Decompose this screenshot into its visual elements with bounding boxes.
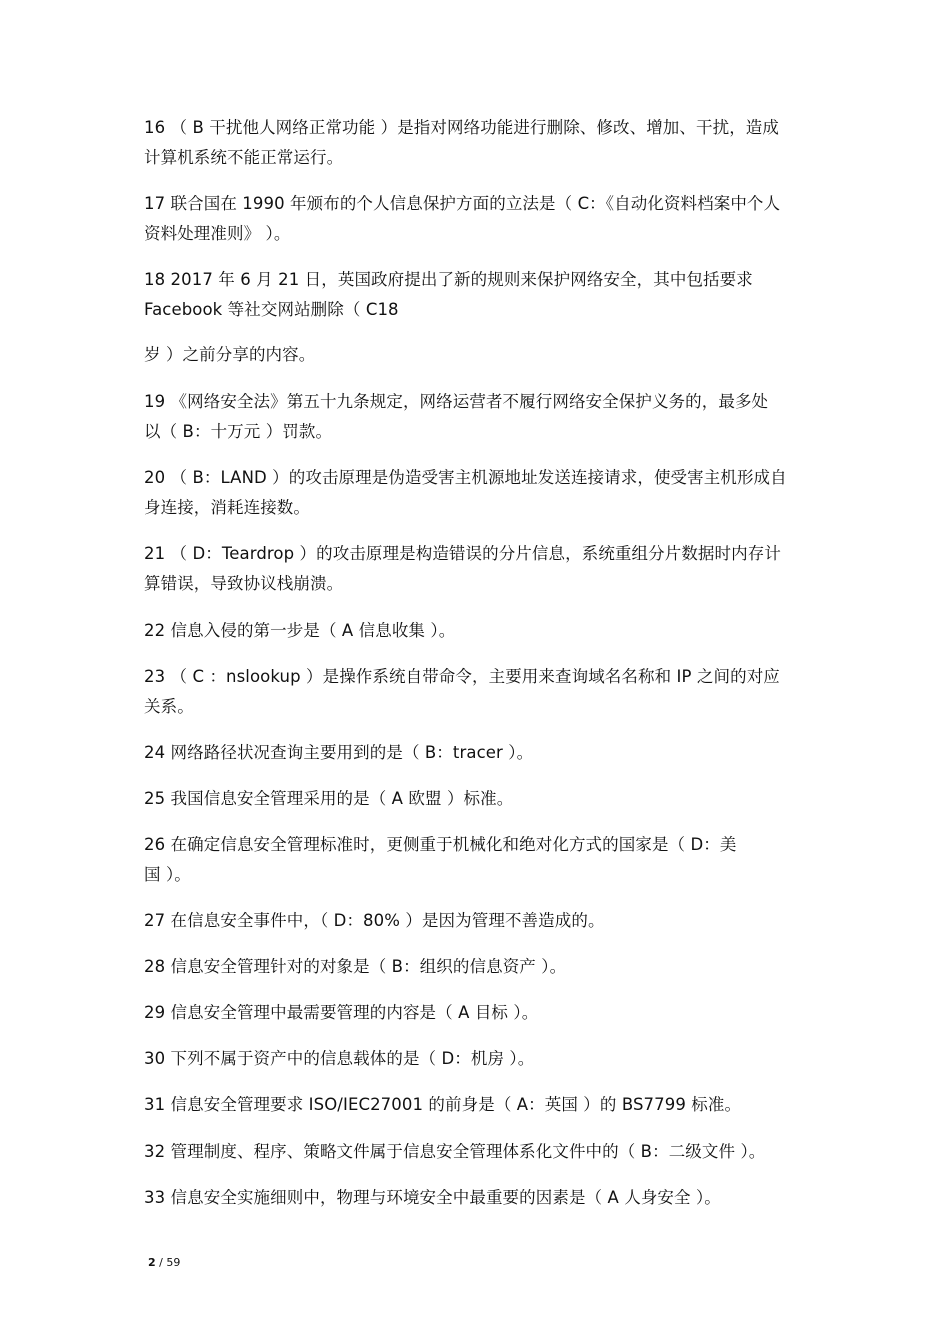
question-17 (144, 189, 810, 249)
question-line: 22 信息入侵的第一步是（ A 信息收集 ）。 (144, 621, 456, 640)
question-22 (144, 616, 810, 646)
question-26 (144, 830, 810, 890)
question-28 (144, 952, 810, 982)
question-line: 身连接，消耗连接数。 (144, 498, 310, 517)
question-23 (144, 662, 810, 722)
question-line: 资料处理准则》 ）。 (144, 224, 291, 243)
question-31 (144, 1090, 810, 1120)
question-29 (144, 998, 810, 1028)
page-separator: / (155, 1256, 167, 1269)
question-line: 25 我国信息安全管理采用的是（ A 欧盟 ）标准。 (144, 789, 514, 808)
question-27 (144, 906, 810, 936)
total-page-count: 59 (166, 1256, 181, 1269)
question-line: 23 （ C ：nslookup ）是操作系统自带命令，主要用来查询域名名称和 IP 之间的对应 (144, 667, 780, 686)
question-33 (144, 1183, 810, 1213)
question-25 (144, 784, 810, 814)
question-line: 国 ）。 (144, 865, 191, 884)
question-line: 26 在确定信息安全管理标准时，更侧重于机械化和绝对化方式的国家是（ D：美 (144, 835, 737, 854)
question-line: 32 管理制度、程序、策略文件属于信息安全管理体系化文件中的（ B：二级文件 ）。 (144, 1142, 766, 1161)
question-21 (144, 539, 810, 599)
question-line: 以（ B：十万元 ）罚款。 (144, 422, 333, 441)
question-line: 29 信息安全管理中最需要管理的内容是（ A 目标 ）。 (144, 1003, 539, 1022)
question-line: 岁 ）之前分享的内容。 (144, 345, 316, 364)
question-line: 20 （ B：LAND ）的攻击原理是伪造受害主机源地址发送连接请求，使受害主机形成自 (144, 468, 787, 487)
question-line: 24 网络路径状况查询主要用到的是（ B：tracer ）。 (144, 743, 534, 762)
question-line: 31 信息安全管理要求 ISO/IEC27001 的前身是（ A：英国 ）的 BS7799 标准。 (144, 1095, 742, 1114)
question-line: 关系。 (144, 697, 194, 716)
question-line: 30 下列不属于资产中的信息载体的是（ D：机房 ）。 (144, 1049, 535, 1068)
question-24 (144, 738, 810, 768)
question-line: 21 （ D：Teardrop ）的攻击原理是构造错误的分片信息，系统重组分片数据时内存计 (144, 544, 781, 563)
question-line: 17 联合国在 1990 年颁布的个人信息保护方面的立法是（ C：《自动化资料档案中个人 (144, 194, 781, 213)
question-18-continued (144, 340, 810, 370)
question-line: Facebook 等社交网站删除（ C18 (144, 300, 399, 319)
question-30 (144, 1044, 810, 1074)
question-line: 27 在信息安全事件中，（ D：80% ）是因为管理不善造成的。 (144, 911, 605, 930)
question-line: 计算机系统不能正常运行。 (144, 148, 344, 167)
question-line: 算错误，导致协议栈崩溃。 (144, 574, 344, 593)
question-20 (144, 463, 810, 523)
question-line: 16 （ B 干扰他人网络正常功能 ）是指对网络功能进行删除、修改、增加、干扰，造成 (144, 118, 779, 137)
question-line: 28 信息安全管理针对的对象是（ B：组织的信息资产 ）。 (144, 957, 567, 976)
question-32 (144, 1137, 810, 1167)
page-number (148, 1256, 180, 1270)
question-line: 33 信息安全实施细则中，物理与环境安全中最重要的因素是（ A 人身安全 ）。 (144, 1188, 721, 1207)
question-line: 19 《网络安全法》第五十九条规定，网络运营者不履行网络安全保护义务的，最多处 (144, 392, 769, 411)
question-line: 18 2017 年 6 月 21 日，英国政府提出了新的规则来保护网络安全，其中包括要求 (144, 270, 753, 289)
question-18 (144, 265, 810, 325)
question-16 (144, 113, 810, 173)
question-19 (144, 387, 810, 447)
current-page-number: 2 (148, 1256, 156, 1269)
